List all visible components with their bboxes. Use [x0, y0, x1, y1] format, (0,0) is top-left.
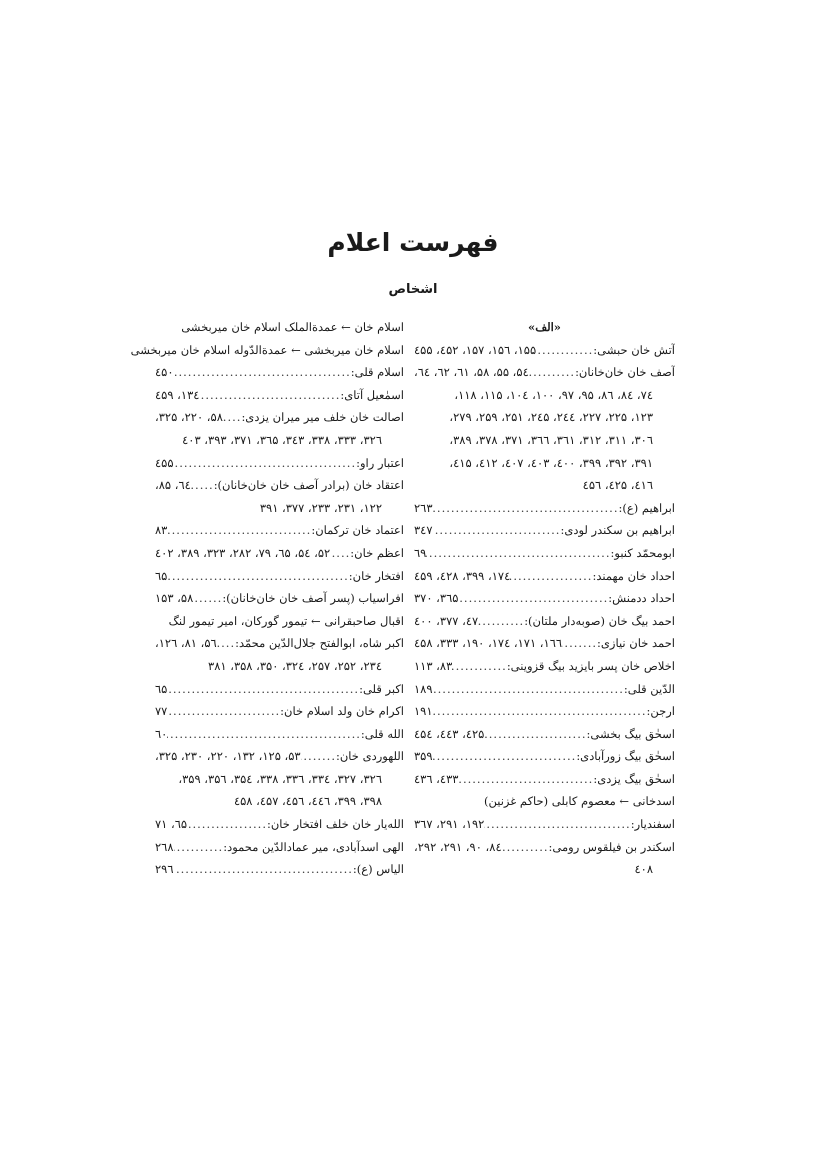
- dot-leader: [433, 497, 619, 520]
- entry-pages: ۱۷٤، ۳۹۹، ٤۲۸، ٤۵۹: [414, 568, 511, 583]
- index-entry: [414, 542, 675, 565]
- entry-line: [155, 723, 404, 746]
- entry-pages: ٦۰: [155, 726, 168, 741]
- index-entry: [155, 519, 404, 542]
- page-title: فهرست اعلام: [327, 228, 499, 257]
- dot-leader: [167, 723, 361, 746]
- index-entry: [414, 813, 675, 836]
- index-entry: [414, 632, 675, 655]
- entry-pages-continued: ۲۳٤، ۲۵۲، ۲۵۷، ۳۲٤، ۳۵۰، ۳۵۸، ۳۸۱: [208, 658, 382, 673]
- entry-pages: ۲٦۳: [414, 500, 433, 515]
- entry-pages-continued: ٤۰۸: [634, 862, 653, 877]
- entry-pages-continued: ۳۹۸، ۳۹۹، ٤٤٦، ٤۵٦، ٤۵۷، ٤۵۸: [233, 794, 382, 809]
- dot-leader: [174, 361, 351, 384]
- entry-name: اسحٰق بیگ بخشی:: [586, 726, 675, 741]
- entry-pages: ۵۳، ۱۲۵، ۱۳۲، ۲۲۰، ۲۳۰، ۳۲۵،: [155, 749, 301, 764]
- entry-line: [414, 497, 675, 520]
- entry-pages: ۵۸، ۱۵۳: [155, 591, 194, 606]
- index-entry: [155, 361, 404, 384]
- entry-name: اسکندر بن فیلقوس رومی:: [548, 839, 675, 854]
- dot-leader: [187, 813, 267, 836]
- index-entry: [155, 700, 404, 723]
- index-entry: [155, 858, 404, 881]
- index-entry: [414, 768, 675, 791]
- entry-pages: ٤۷، ۳۷۷، ٤۰۰: [414, 613, 479, 628]
- index-column-right: [414, 316, 675, 881]
- entry-line: [155, 384, 404, 407]
- index-entry: [155, 542, 404, 565]
- entry-pages: ۱۸۹: [414, 681, 433, 696]
- entry-pages: ۲٦۸: [155, 839, 174, 854]
- index-entry: [414, 565, 675, 588]
- entry-pages: ٤۵۵: [155, 455, 174, 470]
- entry-name: احمد بیگ خان (صوبه‌دار ملتان):: [524, 613, 675, 628]
- entry-line: [414, 723, 675, 746]
- dot-leader: [223, 406, 242, 429]
- entry-name: ابراهیم بن سکندر لودی:: [560, 523, 675, 538]
- dot-leader: [426, 542, 610, 565]
- cross-reference-entry: اسلام خان میربخشی ← عمدة‌الدّوله اسلام خان میربخشی: [130, 342, 404, 357]
- dot-leader: [529, 361, 575, 384]
- entry-pages: ۷۷: [155, 704, 168, 719]
- entry-pages-continued: ۳۲٦، ۳۲۷، ۳۳٤، ۳۳٦، ۳۳۸، ۳۵٤، ۳۵٦، ۳۵۹،: [178, 771, 382, 786]
- entry-name: اعتماد خان ترکمان:: [311, 523, 404, 538]
- entry-name: احداد خان مهمند:: [592, 568, 675, 583]
- dot-leader: [433, 700, 647, 723]
- index-entry: [155, 678, 404, 701]
- index-entry: [414, 519, 675, 542]
- entry-pages: ۳٤۷: [414, 523, 433, 538]
- entry-name: الیاس (ع):: [352, 862, 404, 877]
- index-entry: [155, 587, 404, 610]
- index-entry: [414, 610, 675, 633]
- entry-line: [414, 587, 675, 610]
- entry-name: اسمٰعیل آتای:: [340, 387, 404, 402]
- index-entry: [155, 813, 404, 836]
- cross-reference-entry: اسدخانی ← معصوم کابلی (حاکم غزنین): [484, 794, 675, 809]
- entry-name: اکبر شاه، ابوالفتح جلال‌الدّین محمّد:: [235, 636, 404, 651]
- entry-pages: ۱٦٦، ۱۷۱، ۱۷٤، ۱۹۰، ۳۳۳، ٤۵۸: [414, 636, 563, 651]
- entry-name: الله قلی:: [360, 726, 404, 741]
- entry-pages: ٦۵: [155, 568, 168, 583]
- index-entry: [414, 700, 675, 723]
- index-entry: [414, 678, 675, 701]
- entry-line: [155, 542, 404, 565]
- entry-pages: ۵٤، ۵۵، ۵۸، ٦۱، ٦۲، ٦٤،: [414, 365, 529, 380]
- index-entry: [155, 384, 404, 407]
- entry-name: اکرام خان ولد اسلام خان:: [280, 704, 404, 719]
- entry-line: [155, 836, 404, 859]
- dot-leader: [174, 836, 224, 859]
- dot-leader: [510, 565, 592, 588]
- entry-line: [414, 632, 675, 655]
- entry-pages: ۸۳، ۱۱۳: [414, 658, 453, 673]
- entry-name: اسفندیار:: [630, 817, 675, 832]
- dot-leader: [174, 452, 357, 475]
- entry-line: [414, 768, 675, 791]
- entry-name: اسلام قلی:: [350, 365, 404, 380]
- index-entry: [155, 452, 404, 475]
- entry-pages: ۵۸، ۲۲۰، ۳۲۵،: [155, 410, 223, 425]
- entry-line: [155, 745, 404, 768]
- dot-leader: [330, 542, 350, 565]
- index-entry: [155, 632, 404, 677]
- index-entry: [414, 655, 675, 678]
- entry-pages-continued: ۱۲۳، ۲۲۵، ۲۲۷، ۲٤٤، ۲٤۵، ۲۵۱، ۲۵۹، ۲۷۹،: [449, 410, 653, 425]
- index-entry: [155, 474, 404, 519]
- entry-line: [155, 700, 404, 723]
- entry-name: اعتقاد خان (برادر آصف خان خان‌خانان):: [213, 478, 404, 493]
- index-entry: [414, 587, 675, 610]
- entry-pages-continued: ۳۹۱، ۳۹۲، ۳۹۹، ٤۰۰، ٤۰۳، ٤۰۷، ٤۱۲، ٤۱۵،: [449, 455, 653, 470]
- entry-line: [414, 655, 675, 678]
- entry-name: اللهوردی خان:: [335, 749, 404, 764]
- entry-pages: ۵۲، ۵٤، ٦۵، ۷۹، ۲۸۲، ۳۲۳، ۳۸۹، ٤۰۲: [155, 545, 331, 560]
- entry-pages: ۵٦، ۸۱، ۱۲٦،: [155, 636, 217, 651]
- entry-name: الله‌یار خان خلف افتخار خان:: [266, 817, 404, 832]
- entry-name: ابراهیم (ع):: [618, 500, 675, 515]
- dot-leader: [478, 610, 524, 633]
- entry-name: اصالت خان خلف میر میران یزدی:: [241, 410, 404, 425]
- entry-name: اعتبار راو:: [356, 455, 404, 470]
- entry-pages: ٤۳۳، ٤۳٦: [414, 771, 459, 786]
- dot-leader: [217, 632, 235, 655]
- index-entry: [414, 339, 675, 362]
- index-entry: [155, 565, 404, 588]
- entry-pages: ۳٦۵، ۳۷۰: [414, 591, 459, 606]
- index-column-left: [130, 316, 404, 881]
- index-entry: [414, 497, 675, 520]
- section-letter-heading: «الف»: [528, 320, 561, 334]
- index-entry: [414, 316, 675, 339]
- entry-line: [414, 745, 675, 768]
- entry-line: [414, 565, 675, 588]
- index-entry: [155, 836, 404, 859]
- entry-pages: ۳۵۹: [414, 749, 433, 764]
- entry-name: اسحٰق بیگ زورآبادی:: [576, 749, 675, 764]
- entry-line: [155, 474, 404, 497]
- entry-line: [155, 813, 404, 836]
- dot-leader: [174, 858, 353, 881]
- dot-leader: [536, 339, 593, 362]
- entry-pages-continued: ۱۲۲، ۲۳۱، ۲۳۳، ۳۷۷، ۳۹۱: [259, 500, 382, 515]
- index-entry: [414, 745, 675, 768]
- entry-name: احمد خان نیازی:: [597, 636, 675, 651]
- entry-pages: ٦۵: [155, 681, 168, 696]
- entry-line: [155, 632, 404, 655]
- entry-line: [155, 678, 404, 701]
- entry-pages: ۱۹۲، ۲۹۱، ۳٦۷: [414, 817, 485, 832]
- dot-leader: [458, 768, 593, 791]
- dot-leader: [199, 384, 340, 407]
- entry-name: آصف خان خان‌خانان:: [575, 365, 675, 380]
- dot-leader: [167, 678, 359, 701]
- entry-name: اکبر قلی:: [359, 681, 404, 696]
- entry-pages-continued: ۷٤، ۸٤، ۸٦، ۹۵، ۹۷، ۱۰۰، ۱۰٤، ۱۱۵، ۱۱۸،: [454, 387, 653, 402]
- index-entry: [155, 406, 404, 451]
- dot-leader: [433, 519, 561, 542]
- entry-line: [414, 813, 675, 836]
- entry-line: [155, 361, 404, 384]
- entry-name: اسحٰق بیگ یزدی:: [593, 771, 675, 786]
- entry-line: [414, 836, 675, 859]
- entry-name: افراسیاب (پسر آصف خان خان‌خانان):: [222, 591, 404, 606]
- entry-pages: ۸۳: [155, 523, 168, 538]
- dot-leader: [458, 587, 608, 610]
- index-entry: [414, 361, 675, 497]
- entry-pages-continued: ۳۰٦، ۳۱۱، ۳۱۲، ۳٦۱، ۳٦٦، ۳۷۱، ۳۷۸، ۳۸۹،: [449, 432, 653, 447]
- dot-leader: [167, 519, 311, 542]
- entry-line: [414, 610, 675, 633]
- entry-pages: ۸٤، ۹۰، ۲۹۱، ۲۹۲،: [414, 839, 502, 854]
- entry-line: [414, 339, 675, 362]
- entry-line: [414, 361, 675, 384]
- entry-name: آتش خان حبشی:: [593, 342, 675, 357]
- entry-line: [414, 678, 675, 701]
- index-entry: [155, 610, 404, 633]
- entry-name: اعظم خان:: [350, 545, 404, 560]
- entry-pages: ۱۹۱: [414, 704, 433, 719]
- entry-line: [155, 406, 404, 429]
- cross-reference-entry: اقبال صاحبقرانی ← تیمور گورکان، امیر تیمور لنگ: [168, 613, 404, 628]
- dot-leader: [452, 655, 507, 678]
- dot-leader: [167, 565, 348, 588]
- entry-pages: ٤۲۵، ٤٤۳، ٤۵٤: [414, 726, 485, 741]
- dot-leader: [433, 678, 624, 701]
- entry-pages: ۱۳٤، ٤۵۹: [155, 387, 200, 402]
- dot-leader: [193, 587, 222, 610]
- entry-line: [414, 542, 675, 565]
- index-entry: [130, 339, 404, 362]
- entry-line: [155, 565, 404, 588]
- entry-name: اخلاص خان پسر بایزید بیگ قزوینی:: [506, 658, 675, 673]
- dot-leader: [167, 700, 280, 723]
- entry-line: [155, 858, 404, 881]
- entry-pages: ۱۵۵، ۱۵٦، ۱۵۷، ٤۵۲، ٤۵۵: [414, 342, 537, 357]
- dot-leader: [562, 632, 597, 655]
- entry-name: ابومحمّد کنبو:: [610, 545, 675, 560]
- dot-leader: [433, 745, 577, 768]
- entry-line: [155, 587, 404, 610]
- entry-pages-continued: ۳۲٦، ۳۳۳، ۳۳۸، ۳٤۳، ۳٦۵، ۳۷۱، ۳۹۳، ٤۰۳: [182, 432, 382, 447]
- index-entry: [155, 723, 404, 746]
- dot-leader: [301, 745, 336, 768]
- dot-leader: [502, 836, 549, 859]
- entry-pages: ٦۹: [414, 545, 427, 560]
- dot-leader: [191, 474, 214, 497]
- index-entry: [155, 316, 404, 339]
- entry-line: [414, 700, 675, 723]
- entry-name: ارجن:: [646, 704, 675, 719]
- entry-pages: ٤۵۰: [155, 365, 174, 380]
- dot-leader: [484, 723, 586, 746]
- entry-name: الهی اسدآبادی، میر عمادالدّین محمود:: [223, 839, 404, 854]
- entry-name: الدّین قلی:: [623, 681, 675, 696]
- entry-name: احداد ددمنش:: [608, 591, 675, 606]
- entry-pages: ٦٤، ۸۵،: [155, 478, 191, 493]
- section-subtitle: اشخاص: [388, 282, 438, 297]
- entry-pages: ٦۵، ۷۱: [155, 817, 188, 832]
- entry-line: [414, 519, 675, 542]
- index-entry: [155, 745, 404, 813]
- dot-leader: [484, 813, 630, 836]
- cross-reference-entry: اسلام خان ← عمدة‌الملک اسلام خان میربخشی: [181, 320, 404, 334]
- entry-pages-continued: ٤۱٦، ٤۲۵، ٤۵٦: [582, 478, 653, 493]
- index-entry: [414, 790, 675, 813]
- entry-name: افتخار خان:: [348, 568, 404, 583]
- index-entry: [414, 836, 675, 881]
- entry-line: [155, 452, 404, 475]
- entry-pages: ۲۹٦: [155, 862, 174, 877]
- index-entry: [414, 723, 675, 746]
- entry-line: [155, 519, 404, 542]
